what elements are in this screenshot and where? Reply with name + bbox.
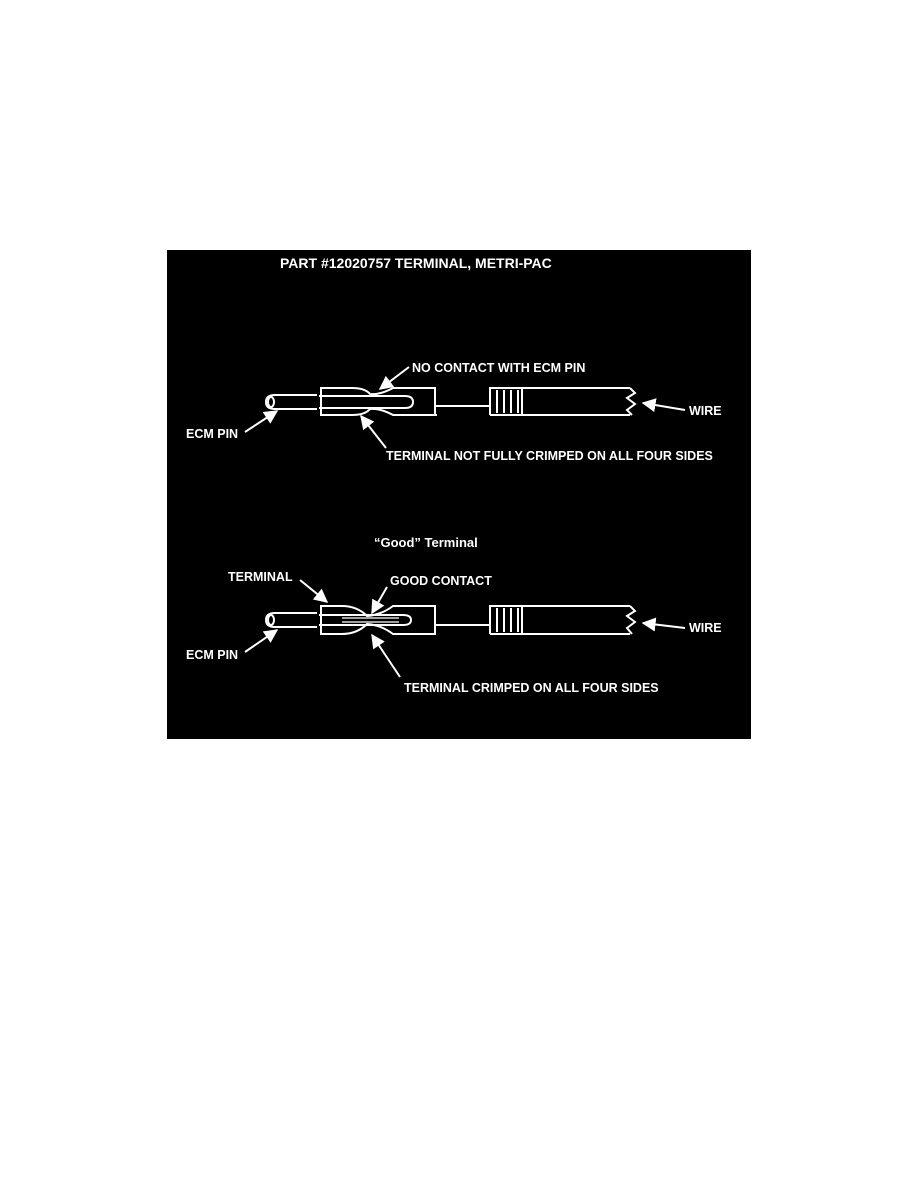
arrow-ecm-pin (245, 411, 277, 432)
ecm-pin-label-bottom: ECM PIN (186, 648, 239, 662)
good-arrows (245, 580, 685, 677)
arrow-terminal (300, 580, 327, 602)
terminal-label: TERMINAL (228, 570, 293, 584)
arrow-good-contact (372, 587, 387, 613)
good-terminal-body (321, 606, 435, 634)
good-contact-label: GOOD CONTACT (390, 574, 492, 588)
arrow-wire (643, 403, 685, 410)
bad-arrows (245, 367, 685, 448)
arrow-not-crimped (361, 416, 386, 448)
diagram-drawing (167, 250, 751, 739)
crimped-label: TERMINAL CRIMPED ON ALL FOUR SIDES (404, 681, 659, 695)
terminal-diagram (167, 250, 751, 739)
wire-label-top: WIRE (689, 404, 722, 418)
ecm-pin-label-top: ECM PIN (186, 427, 239, 441)
good-terminal-heading: “Good” Terminal (374, 535, 478, 550)
bad-terminal-body (321, 388, 435, 415)
wire-label-bottom: WIRE (689, 621, 722, 635)
no-contact-label: NO CONTACT WITH ECM PIN (412, 361, 586, 375)
figure-title: PART #12020757 TERMINAL, METRI-PAC (280, 255, 552, 271)
good-terminal-drawing (266, 606, 635, 634)
arrow-ecm-pin-good (245, 630, 277, 652)
arrow-crimped (372, 635, 400, 677)
not-crimped-label: TERMINAL NOT FULLY CRIMPED ON ALL FOUR SIDES (386, 449, 713, 463)
arrow-no-contact (380, 367, 409, 389)
bad-terminal-drawing (266, 388, 635, 415)
arrow-wire-good (643, 623, 685, 628)
